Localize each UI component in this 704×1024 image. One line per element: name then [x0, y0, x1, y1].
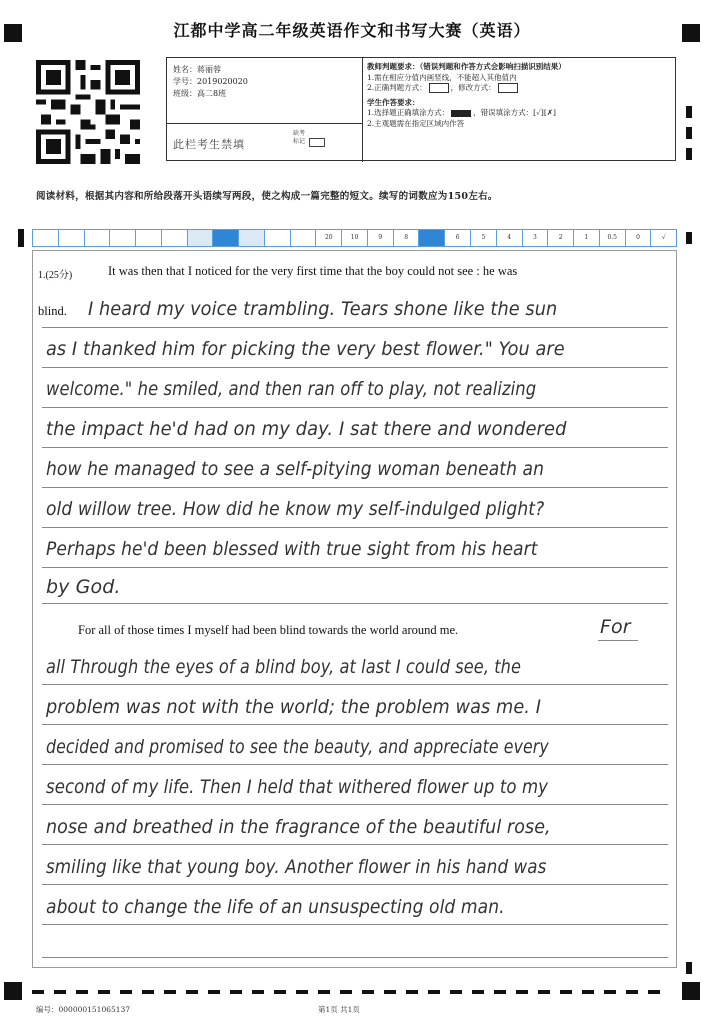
score-cell[interactable]	[291, 230, 317, 246]
question-label: 1.(25分)	[38, 270, 73, 281]
handwritten-line: nose and breathed in the fragrance of the beautiful rose,	[46, 816, 551, 838]
id-row	[173, 76, 357, 88]
qr-code-icon	[36, 60, 140, 164]
side-mark	[686, 962, 692, 974]
score-cell[interactable]: 1	[574, 230, 600, 246]
id-label: 学号：	[173, 77, 197, 86]
score-cell[interactable]: 4	[497, 230, 523, 246]
ruled-line	[42, 567, 668, 568]
page-title: 江都中学高二年级英语作文和书写大赛（英语）	[173, 21, 531, 40]
side-mark	[686, 106, 692, 118]
student-fields	[167, 58, 363, 124]
score-cell[interactable]: 2	[548, 230, 574, 246]
score-cell[interactable]: 10	[342, 230, 368, 246]
ruled-line	[42, 764, 668, 765]
requirements-panel	[367, 62, 673, 129]
handwritten-line: decided and promised to see the beauty, and appreciate every	[46, 736, 549, 758]
paragraph2-prompt: For all of those times I myself had been blind towards the world around me.	[78, 623, 459, 637]
class-row	[173, 88, 357, 100]
student-req-item2: 2.主观题需在指定区域内作答	[367, 118, 465, 128]
ruled-line	[42, 957, 668, 958]
name-value: 蒋丽蓉	[197, 65, 221, 74]
handwritten-line: smiling like that young boy. Another flower in his hand was	[46, 856, 547, 878]
handwritten-line: second of my life. Then I held that withered flower up to my	[46, 776, 549, 798]
handwritten-line: the impact he'd had on my day. I sat there and wondered	[46, 418, 567, 440]
teacher-req-item1: 1.需在相应分值内画竖线，不能超入其他值内	[367, 72, 517, 82]
ruled-line	[42, 724, 668, 725]
score-cell[interactable]: 20	[316, 230, 342, 246]
registration-mark-bottom-right	[682, 982, 700, 1000]
ruled-line	[42, 684, 668, 685]
paragraph1-prompt-end: blind.	[38, 304, 67, 318]
name-row	[173, 64, 357, 76]
handwritten-line: Perhaps he'd been blessed with true sight from his heart	[46, 538, 538, 560]
ruled-line	[42, 487, 668, 488]
handwritten-line: welcome." he smiled, and then ran off to play, not realizing	[46, 378, 537, 400]
score-cell[interactable]	[33, 230, 59, 246]
teacher-requirements-heading: 教师判题要求：（错误判题和作答方式会影响扫描识别结果）	[367, 62, 566, 71]
missing-exam-checkbox[interactable]	[309, 138, 325, 147]
score-cell[interactable]: 5	[471, 230, 497, 246]
ruled-line	[42, 367, 668, 368]
example-correction-box	[498, 83, 518, 93]
handwritten-line: how he managed to see a self-pitying woman beneath an	[46, 458, 545, 480]
score-cell-selected[interactable]	[419, 230, 445, 246]
score-cell[interactable]: 8	[394, 230, 420, 246]
handwritten-line: as I thanked him for picking the very best flower." You are	[46, 338, 565, 360]
score-cell[interactable]	[188, 230, 214, 246]
score-cell[interactable]	[136, 230, 162, 246]
missing-exam-label: 缺考标记	[293, 130, 306, 145]
page-number: 第1页 共1页	[318, 1005, 360, 1014]
class-value: 高二8班	[197, 89, 227, 98]
handwritten-line: about to change the life of an unsuspecting old man.	[46, 896, 505, 918]
ruled-line	[42, 804, 668, 805]
score-cell[interactable]	[85, 230, 111, 246]
side-mark	[18, 229, 24, 247]
side-mark	[686, 232, 692, 244]
paragraph1-prompt: It was then that I noticed for the very first time that the boy could not see : he was	[108, 264, 518, 278]
ruled-line	[42, 447, 668, 448]
id-value: 2019020020	[197, 77, 248, 86]
score-cell[interactable]: 0.5	[600, 230, 626, 246]
timing-track	[32, 990, 662, 994]
score-bar	[32, 229, 677, 247]
side-mark	[686, 127, 692, 139]
handwritten-line: old willow tree. How did he know my self-indulged plight?	[46, 498, 545, 520]
ruled-line	[42, 603, 668, 604]
score-cell[interactable]	[59, 230, 85, 246]
handwritten-line: I heard my voice trambling. Tears shone like the sun	[88, 298, 558, 320]
score-cell[interactable]: 3	[523, 230, 549, 246]
score-cell[interactable]: 6	[445, 230, 471, 246]
side-mark	[686, 148, 692, 160]
score-cell[interactable]	[110, 230, 136, 246]
handwritten-line: by God.	[46, 576, 121, 598]
name-label: 姓名：	[173, 65, 197, 74]
ruled-line	[42, 407, 668, 408]
instruction-text: 阅读材料，根据其内容和所给段落开头语续写两段，使之构成一篇完整的短文。续写的词数应为150左右。	[36, 191, 498, 202]
serial-number: 编号：000000151065137	[36, 1005, 131, 1014]
ruled-line	[42, 884, 668, 885]
score-cell-selected[interactable]	[213, 230, 239, 246]
no-write-note: 此栏考生禁填	[173, 138, 245, 151]
filled-bubble-example	[451, 110, 471, 117]
student-info-left	[167, 58, 363, 162]
ruled-line	[598, 640, 638, 641]
student-info-box	[166, 57, 676, 161]
ruled-line	[42, 924, 668, 925]
handwritten-line: problem was not with the world; the problem was me. I	[46, 696, 542, 718]
registration-mark-bottom-left	[4, 982, 22, 1000]
score-cell[interactable]: √	[661, 234, 666, 241]
ruled-line	[42, 527, 668, 528]
score-cell[interactable]	[265, 230, 291, 246]
score-cell[interactable]: 0	[626, 230, 652, 246]
handwritten-line: For	[600, 616, 631, 638]
ruled-line	[42, 327, 668, 328]
student-req-item1: 1.选择题正确填涂方式： ，错误填涂方式：[✓][✗]	[367, 108, 556, 117]
score-cell[interactable]	[162, 230, 188, 246]
example-mark-box	[429, 83, 449, 93]
score-cell[interactable]: 9	[368, 230, 394, 246]
handwritten-line: all Through the eyes of a blind boy, at last I could see, the	[46, 656, 522, 678]
teacher-req-item2: 2.正确判题方式： ，修改方式：	[367, 83, 673, 94]
score-cell[interactable]	[239, 230, 265, 246]
class-label: 班级：	[173, 89, 197, 98]
student-requirements-heading: 学生作答要求：	[367, 97, 420, 107]
ruled-line	[42, 844, 668, 845]
